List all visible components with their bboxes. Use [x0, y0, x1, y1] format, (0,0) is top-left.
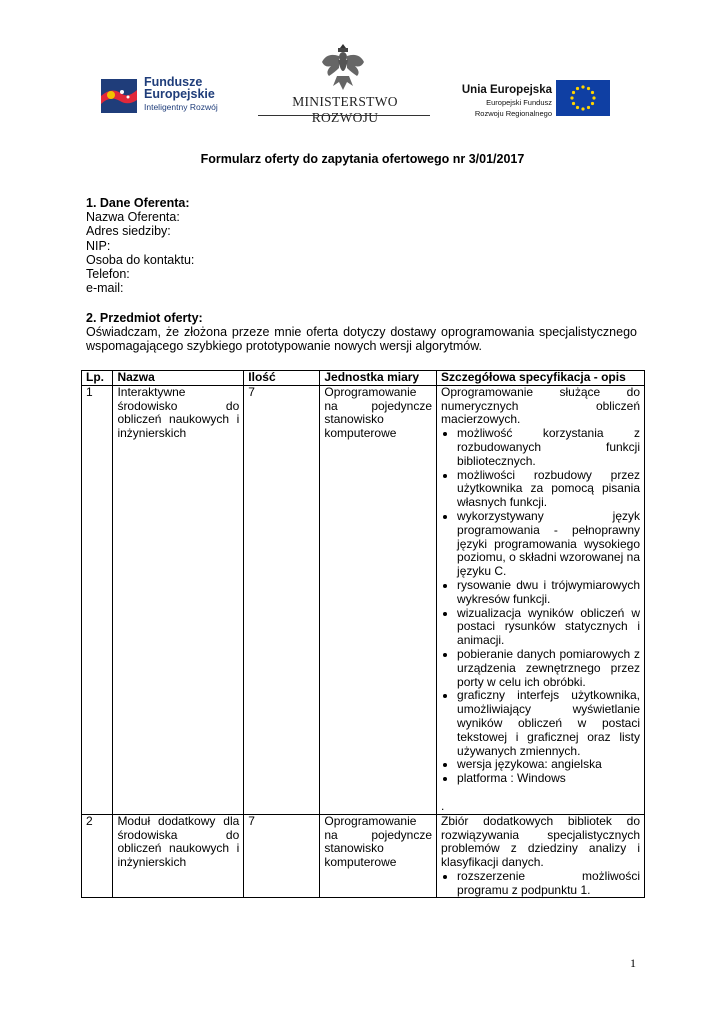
ue-line1: Europejski Fundusz — [486, 98, 552, 107]
ue-logo-text — [452, 84, 552, 118]
list-item: • możliwość korzystania z rozbudowanych funkcji bibliotecznych. — [457, 427, 640, 468]
section-offerer-data — [86, 196, 194, 295]
row2-unit: Oprogramowanie na pojedyncze stanowisko komputerowe — [320, 814, 437, 898]
list-item: • wersja językowa: angielska — [457, 758, 640, 772]
header-unit: Jednostka miary — [320, 371, 437, 386]
row2-spec — [437, 814, 645, 898]
row1-lp: 1 — [82, 385, 113, 814]
list-item: • graficzny interfejs użytkownika, umożliwiający wyświetlanie wyników obliczeń w postaci tekstowej i graficznej oraz listy używanych zmiennych. — [457, 689, 640, 758]
ue-line2: Rozwoju Regionalnego — [474, 109, 552, 118]
row1-unit: Oprogramowanie na pojedyncze stanowisko komputerowe — [320, 385, 437, 814]
row1-spec-tail: . — [441, 798, 445, 813]
list-item: • wykorzystywany język programowania - pełnoprawny języki programowania wysokiego poziomu, o składni wzorowanej na języku C. — [457, 510, 640, 579]
row2-name: Moduł dodatkowy dla środowiska do obliczeń naukowych i inżynierskich — [113, 814, 244, 898]
field-nip: NIP: — [86, 238, 111, 253]
header-qty: Ilość — [244, 371, 320, 386]
header-name: Nazwa — [113, 371, 244, 386]
fe-logo-line3: Inteligentny Rozwój — [144, 102, 218, 112]
ministry-name: MINISTERSTWO ROZWOJU — [292, 94, 398, 125]
header-logos — [0, 40, 725, 125]
table-row — [82, 814, 645, 898]
section-offer-subject — [86, 311, 637, 354]
table-row — [82, 385, 645, 814]
row2-lp: 2 — [82, 814, 113, 898]
field-contact-person: Osoba do kontaktu: — [86, 252, 195, 267]
fe-logo-line2: Europejskie — [144, 87, 215, 101]
list-item: • pobieranie danych pomiarowych z urządzenia zewnętrznego przez porty w celu ich obróbki. — [457, 648, 640, 689]
header-lp: Lp. — [82, 371, 113, 386]
field-offerer-name: Nazwa Oferenta: — [86, 210, 180, 225]
list-item: • rozszerzenie możliwości programu z podpunktu 1. — [457, 870, 640, 898]
fundusze-europejskie-logo — [98, 76, 243, 118]
page-number: 1 — [630, 956, 636, 970]
eu-flag-icon — [556, 80, 610, 116]
fe-logo-line1: Fundusze — [144, 75, 203, 89]
section2-heading: 2. Przedmiot oferty: — [86, 311, 203, 325]
ue-title: Unia Europejska — [461, 84, 552, 96]
row1-spec — [437, 385, 645, 814]
list-item: • rysowanie dwu i trójwymiarowych wykresów funkcji. — [457, 579, 640, 607]
list-item: • wizualizacja wyników obliczeń w postaci rysunków statycznych i animacji. — [457, 607, 640, 648]
row1-spec-intro: Oprogramowanie służące do numerycznych obliczeń macierzowych. — [441, 384, 640, 427]
field-phone: Telefon: — [86, 267, 130, 282]
section1-heading: 1. Dane Oferenta: — [86, 196, 190, 210]
row1-name: Interaktywne środowisko do obliczeń naukowych i inżynierskich — [113, 385, 244, 814]
field-address: Adres siedziby: — [86, 224, 171, 239]
row1-spec-list — [441, 427, 640, 786]
row1-qty: 7 — [244, 385, 320, 814]
polish-eagle-emblem-icon — [319, 42, 367, 92]
section2-text: Oświadczam, że złożona przeze mnie oferta dotyczy dostawy oprogramowania specjalistycznego wspomagającego szybkiego prototypowanie nowych wersji algorytmów. — [86, 325, 637, 354]
ministry-underline — [258, 115, 430, 116]
row2-spec-intro: Zbiór dodatkowych bibliotek do rozwiązywania specjalistycznych problemów z dziedziny analizy i klasyfikacji danych. — [441, 813, 640, 870]
fe-flag-icon — [98, 76, 140, 116]
document-title: Formularz oferty do zapytania ofertowego nr 3/01/2017 — [200, 152, 525, 166]
header-spec: Szczegółowa specyfikacja - opis — [437, 371, 645, 386]
table-header-row — [82, 371, 645, 386]
field-email: e-mail: — [86, 281, 124, 296]
list-item: • platforma : Windows — [457, 772, 640, 786]
row2-spec-list — [441, 870, 640, 898]
list-item: • możliwości rozbudowy przez użytkownika za pomocą pisania własnych funkcji. — [457, 469, 640, 510]
offer-table — [81, 370, 645, 898]
row2-qty: 7 — [244, 814, 320, 898]
